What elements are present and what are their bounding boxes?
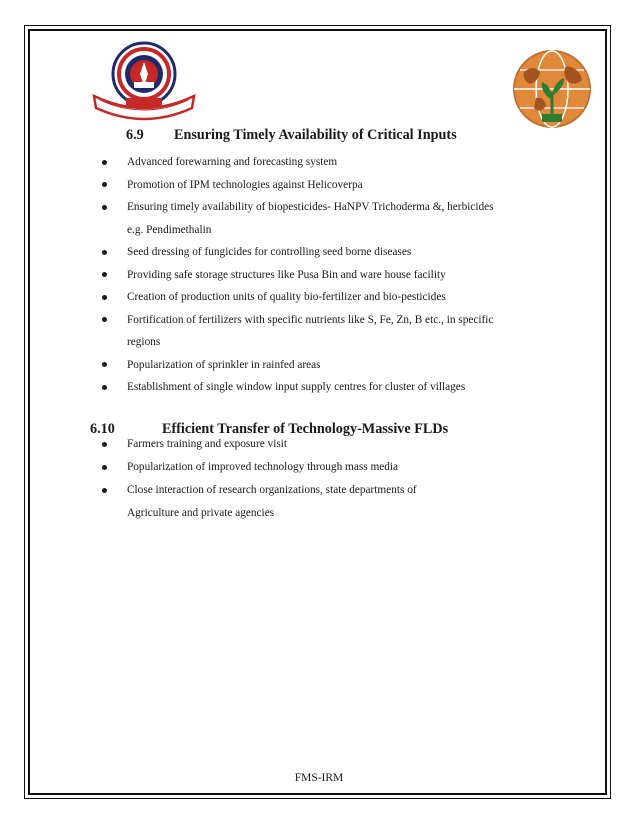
institution-seal-logo bbox=[88, 38, 200, 122]
list-item-text: Advanced forewarning and forecasting system bbox=[127, 156, 338, 168]
list-item-text: Fortification of fertilizers with specific nutrients like S, Fe, Zn, B etc., in specific bbox=[127, 313, 494, 326]
bullet-dot-icon bbox=[102, 295, 107, 300]
list-item-text: Seed dressing of fungicides for controlling seed borne diseases bbox=[127, 246, 412, 258]
list-item-text-continued: e.g. Pendimethalin bbox=[127, 223, 212, 236]
list-item-text: Popularization of sprinkler in rainfed areas bbox=[127, 358, 321, 371]
bullet-dot-icon bbox=[102, 182, 107, 187]
list-item-text: Ensuring timely availability of biopesticides- HaNPV Trichoderma &, herbicides bbox=[127, 201, 494, 213]
page-footer: FMS-IRM bbox=[294, 772, 344, 784]
list-item-text: Establishment of single window input supply centres for cluster of villages bbox=[127, 381, 466, 393]
section-title: Ensuring Timely Availability of Critical Inputs bbox=[174, 127, 457, 143]
list-item-text: Close interaction of research organizations, state departments of bbox=[127, 484, 417, 496]
bullet-dot-icon bbox=[102, 488, 107, 493]
list-item-text-continued: Agriculture and private agencies bbox=[127, 507, 275, 519]
list-item-text: Popularization of improved technology through mass media bbox=[127, 461, 399, 473]
list-item-text: Farmers training and exposure visit bbox=[127, 438, 288, 450]
list-item-text: Creation of production units of quality bio-fertilizer and bio-pesticides bbox=[127, 291, 446, 303]
bullet-dot-icon bbox=[102, 385, 107, 390]
globe-plant-logo bbox=[510, 48, 594, 130]
bullet-dot-icon bbox=[102, 250, 107, 255]
bullet-dot-icon bbox=[102, 272, 107, 277]
section-number: 6.9 bbox=[126, 127, 144, 143]
list-item-text-continued: regions bbox=[127, 336, 161, 348]
bullet-dot-icon bbox=[102, 160, 107, 165]
list-item-text: Providing safe storage structures like Pusa Bin and ware house facility bbox=[127, 268, 446, 281]
bullet-dot-icon bbox=[102, 205, 107, 210]
bullet-dot-icon bbox=[102, 362, 107, 367]
list-item-text: Promotion of IPM technologies against Helicoverpa bbox=[127, 178, 363, 191]
section-title: Efficient Transfer of Technology-Massive FLDs bbox=[162, 421, 449, 437]
bullet-dot-icon bbox=[102, 442, 107, 447]
bullet-dot-icon bbox=[102, 317, 107, 322]
bullet-dot-icon bbox=[102, 465, 107, 470]
section-number: 6.10 bbox=[90, 421, 115, 437]
